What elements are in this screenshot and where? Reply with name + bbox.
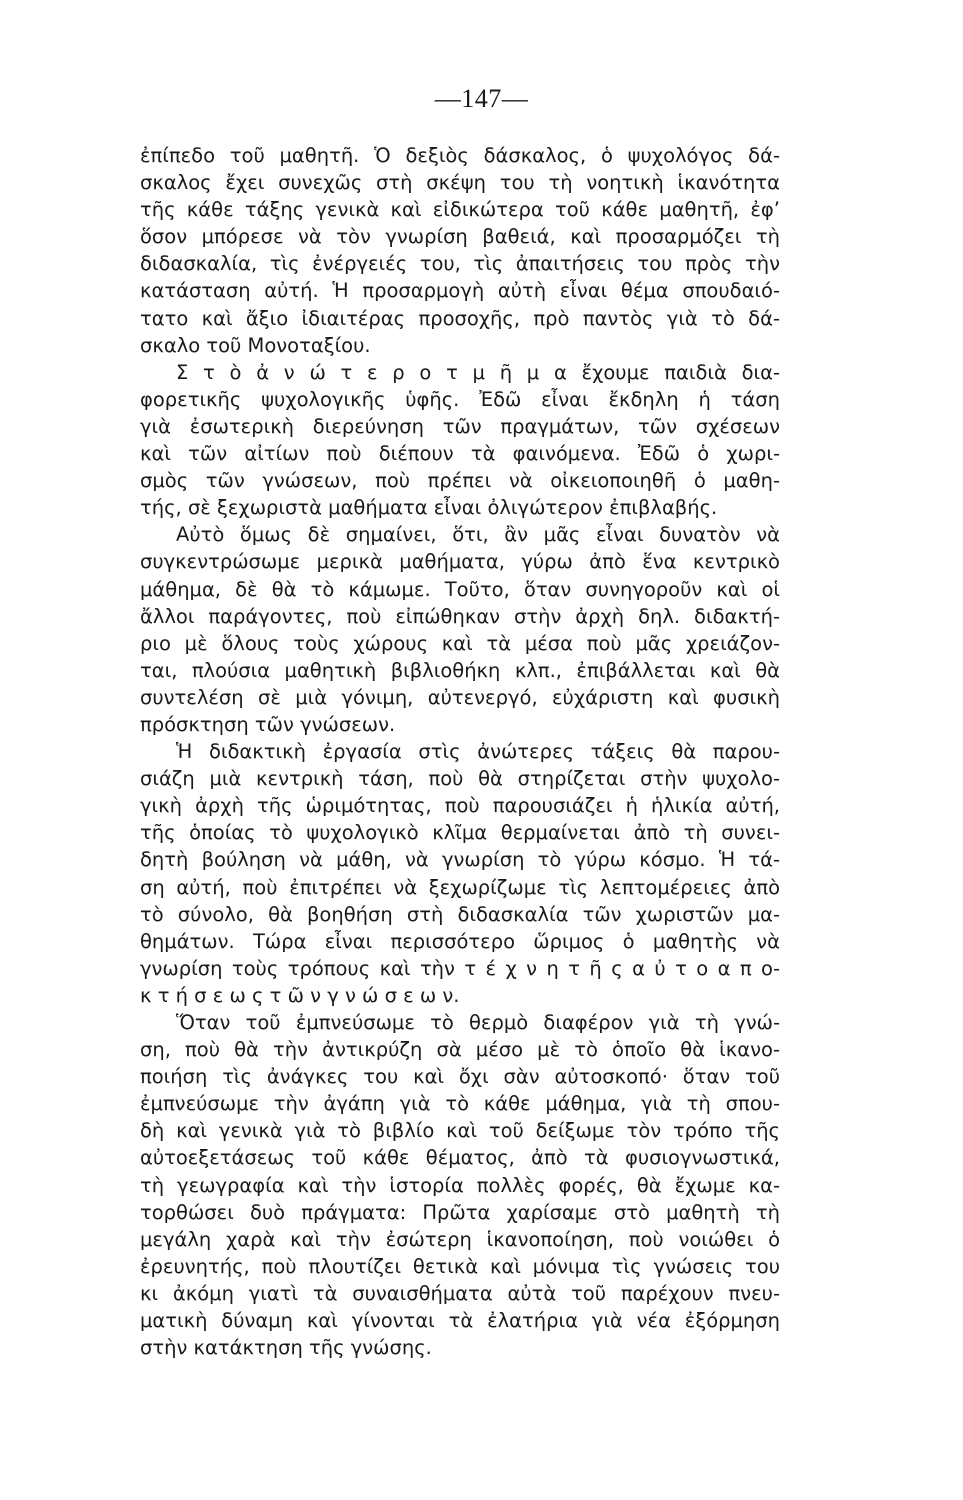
text-line: ση, ποὺ θὰ τὴν ἀντικρύζη σὰ μέσο μὲ τὸ ὁποῖο θὰ ἱκανο-	[140, 1038, 780, 1062]
text-line: τῆς κάθε τάξης γενικὰ καὶ εἰδικώτερα τοῦ κάθε μαθητῆ, ἐφ’	[140, 198, 780, 222]
text-line: σκαλος ἔχει συνεχῶς στὴ σκέψη του τὴ νοητικὴ ἱκανότητα	[140, 171, 780, 195]
text-line: μάθημα, δὲ θὰ τὸ κάμωμε. Τοῦτο, ὅταν συνηγοροῦν καὶ οἱ	[140, 577, 780, 601]
text-line: συγκεντρώσωμε μερικὰ μαθήματα, γύρω ἀπὸ ἕνα κεντρικὸ	[140, 550, 780, 574]
body-text	[140, 142, 780, 1361]
text-line: Αὐτὸ ὅμως δὲ σημαίνει, ὅτι, ἂν μᾶς εἶναι δυνατὸν νὰ	[176, 523, 780, 547]
text-line: ὅσον μπόρεσε νὰ τὸν γνωρίση βαθειά, καὶ προσαρμόζει τὴ	[140, 225, 780, 249]
text-line: ριο μὲ ὅλους τοὺς χώρους καὶ τὰ μέσα ποὺ μᾶς χρειάζον-	[140, 631, 780, 655]
text-line: φορετικῆς ψυχολογικῆς ὑφῆς. Ἐδῶ εἶναι ἔκδηλη ἡ τάση	[140, 387, 780, 411]
text-line: τορθώσει δυὸ πράγματα: Πρῶτα χαρίσαμε στὸ μαθητὴ τὴ	[140, 1200, 780, 1224]
text-line: ἐμπνεύσωμε τὴν ἀγάπη γιὰ τὸ κάθε μάθημα, γιὰ τὴ σπου-	[140, 1092, 780, 1116]
text-line: ματικὴ δύναμη καὶ γίνονται τὰ ἐλατήρια γιὰ νέα ἐξόρμηση	[140, 1309, 780, 1333]
text-line: ἐπίπεδο τοῦ μαθητῆ. Ὁ δεξιὸς δάσκαλος, ὁ ψυχολόγος δά-	[140, 144, 780, 167]
text-line: τῆς ὁποίας τὸ ψυχολογικὸ κλῖμα θερμαίνεται ἀπὸ τὴ συνει-	[140, 821, 780, 845]
text-line: αὐτοεξετάσεως τοῦ κάθε θέματος, ἀπὸ τὰ φυσιογνωστικά,	[140, 1146, 780, 1170]
text-line: τὸ σύνολο, θὰ βοηθήση στὴ διδασκαλία τῶν χωριστῶν μα-	[140, 902, 780, 926]
text-line: σμὸς τῶν γνώσεων, ποὺ πρέπει νὰ οἰκειοποιηθῆ ὁ μαθη-	[140, 469, 780, 493]
text-line: ποιήση τὶς ἀνάγκες του καὶ ὄχι σὰν αὐτοσκοπό· ὅταν τοῦ	[140, 1065, 780, 1089]
text-line: Ὅταν τοῦ ἐμπνεύσωμε τὸ θερμὸ διαφέρον γιὰ τὴ γνώ-	[176, 1011, 780, 1034]
text-line: ται, πλούσια μαθητικὴ βιβλιοθήκη κλπ., ἐπιβάλλεται καὶ θὰ	[140, 658, 780, 682]
text-line: θημάτων. Τώρα εἶναι περισσότερο ὥριμος ὁ μαθητὴς νὰ	[140, 929, 780, 953]
text-line: τὴ γεωγραφία καὶ τὴν ἱστορία πολλὲς φορές, θὰ ἔχωμε κα-	[140, 1173, 780, 1197]
text-line: συντελέση σὲ μιὰ γόνιμη, αὐτενεργό, εὐχάριστη καὶ φυσικὴ	[140, 685, 780, 709]
text-line: ση αὐτή, ποὺ ἐπιτρέπει νὰ ξεχωρίζωμε τὶς λεπτομέρειες ἀπὸ	[140, 875, 780, 899]
text-line: δὴ καὶ γενικὰ γιὰ τὸ βιβλίο καὶ τοῦ δείξωμε τὸν τρόπο τῆς	[140, 1119, 780, 1143]
text-line: Ἡ διδακτικὴ ἐργασία στὶς ἀνώτερες τάξεις θὰ παρου-	[176, 740, 780, 764]
text-line: στὴν κατάκτηση τῆς γνώσης.	[140, 1336, 432, 1360]
text-line: ἄλλοι παράγοντες, ποὺ εἰπώθηκαν στὴν ἀρχὴ δηλ. διδακτή-	[140, 604, 780, 628]
text-line: Σ τ ὸ ἀ ν ώ τ ε ρ ο τ μ ῆ μ α ἔχουμε παιδιὰ δια-	[176, 360, 780, 384]
text-line: σκαλο τοῦ Μονοταξίου.	[140, 333, 371, 357]
text-line: τατο καὶ ἄξιο ἰδιαιτέρας προσοχῆς, πρὸ παντὸς γιὰ τὸ δά-	[140, 306, 780, 330]
text-line: καὶ τῶν αἰτίων ποὺ διέπουν τὰ φαινόμενα. Ἐδῶ ὁ χωρι-	[140, 442, 780, 466]
text-line: σιάζη μιὰ κεντρικὴ τάση, ποὺ θὰ στηρίζεται στὴν ψυχολο-	[140, 767, 780, 791]
text-line: κατάσταση αὐτή. Ἡ προσαρμογὴ αὐτὴ εἶναι θέμα σπουδαιό-	[140, 279, 780, 303]
text-line: ἐρευνητής, ποὺ πλουτίζει θετικὰ καὶ μόνιμα τὶς γνώσεις του	[140, 1254, 780, 1278]
text-line: διδασκαλία, τὶς ἐνέργειές του, τὶς ἀπαιτήσεις του πρὸς τὴν	[140, 252, 780, 276]
text-line: τής, σὲ ξεχωριστὰ μαθήματα εἶναι ὀλιγώτερον ἐπιβλαβής.	[140, 496, 718, 520]
text-line: γικὴ ἀρχὴ τῆς ὡριμότητας, ποὺ παρουσιάζει ἡ ἡλικία αὐτή,	[140, 794, 780, 818]
page-number: —147—	[434, 84, 529, 113]
text-line: πρόσκτηση τῶν γνώσεων.	[140, 712, 396, 736]
text-line: γιὰ ἐσωτερικὴ διερεύνηση τῶν πραγμάτων, τῶν σχέσεων	[140, 414, 780, 438]
text-line: κι ἀκόμη γιατὶ τὰ συναισθήματα αὐτὰ τοῦ παρέχουν πνευ-	[140, 1281, 780, 1305]
text-line: κ τ ή σ ε ω ς τ ῶ ν γ ν ώ σ ε ω ν.	[140, 983, 460, 1007]
text-line: γνωρίση τοὺς τρόπους καὶ τὴν τ έ χ ν η τ ῆ ς α ὐ τ ο α π ο-	[140, 956, 780, 980]
text-line: δητὴ βούληση νὰ μάθη, νὰ γνωρίση τὸ γύρω κόσμο. Ἡ τά-	[140, 848, 780, 872]
text-line: μεγάλη χαρὰ καὶ τὴν ἐσώτερη ἱκανοποίηση, ποὺ νοιώθει ὁ	[140, 1227, 780, 1251]
